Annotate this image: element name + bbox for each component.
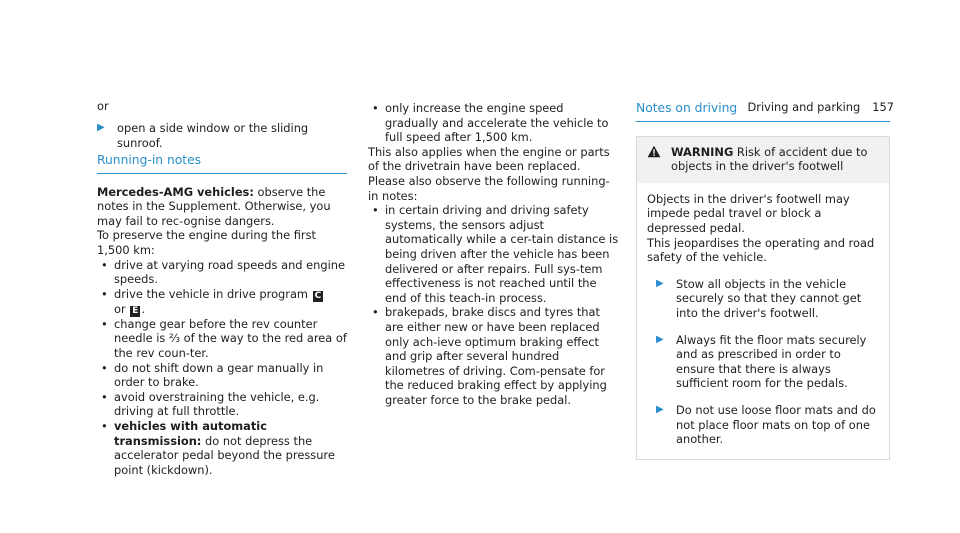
warning-para: Objects in the driver's footwell may impede pedal travel or block a depressed pedal. (647, 191, 850, 235)
list-item: • avoid overstraining the vehicle, e.g. driving at full throttle. (97, 390, 347, 419)
list-item: • in certain driving and driving safety systems, the sensors adjust automatically while a cer-tain distance is being driven after the vehicle has been delivered or after repairs. Full sys-tem effectiveness is not reached until the end of this teach-in process. (368, 203, 620, 305)
warning-step (656, 403, 879, 447)
warning-text: Risk of accident due to objects in the driver's footwell (671, 144, 868, 174)
column-middle (368, 101, 620, 407)
section-title: Driving and parking (747, 100, 861, 114)
arrow-icon: ▶ (656, 333, 664, 345)
arrow-icon: ▶ (656, 403, 664, 415)
amg-text: observe the notes in the Supplement. Otherwise, you may fail to rec-ognise dangers. (97, 184, 331, 228)
drivetrain-text: This also applies when the engine or parts of the drivetrain have been replaced. (368, 144, 610, 174)
or-text: or (97, 99, 109, 113)
list-item: • only increase the engine speed gradually and accelerate the vehicle to full speed after 1,500 km. (368, 101, 620, 145)
warning-header (637, 137, 889, 183)
running-in-notes-list (368, 203, 620, 407)
warning-label: WARNING (671, 144, 734, 159)
open-window-text: open a side window or the sliding sunroof. (117, 121, 309, 150)
amg-note (97, 185, 347, 229)
warning-body (637, 183, 889, 459)
running-in-list (97, 258, 347, 478)
arrow-icon: ▶ (656, 277, 664, 289)
page-number: 157 (872, 100, 894, 114)
observe-text: Please also observe the following running-in notes: (368, 173, 610, 203)
warning-step (656, 277, 879, 321)
list-item: • do not shift down a gear manually in order to brake. (97, 361, 347, 390)
amg-lead: Mercedes-AMG vehicles: (97, 184, 254, 199)
step-text: Stow all objects in the vehicle securely so that they cannot get into the driver's footwell. (676, 276, 862, 320)
list-item: • change gear before the rev counter needle is ⅔ of the way to the red area of the rev coun-ter. (97, 317, 347, 361)
warning-triangle-icon (647, 145, 663, 174)
list-item: • drive at varying road speeds and engine speeds. (97, 258, 347, 287)
column-right (636, 101, 890, 460)
warning-step (656, 333, 879, 391)
running-in-heading: Running-in notes (97, 153, 347, 174)
open-window-step (97, 121, 347, 150)
engine-list (368, 101, 620, 145)
list-item: • brakepads, brake discs and tyres that are either new or have been replaced only ach-ieve optimum braking effect and grip after several hundred kilometres of driving. Com-pensate for the reduced braking effect by applying greater force to the brake pedal. (368, 305, 620, 407)
drive-program-c-icon: C (314, 290, 322, 301)
drive-program-e-icon: E (132, 305, 139, 316)
step-text: Always fit the floor mats securely and as prescribed in order to ensure that there is always sufficient room for the pedals. (676, 332, 867, 391)
warning-box (636, 136, 890, 460)
step-text: Do not use loose floor mats and do not place floor mats on top of one another. (676, 402, 876, 447)
list-item: • drive the vehicle in drive program C or E . (97, 287, 347, 317)
warning-title (671, 145, 879, 174)
preserve-text: To preserve the engine during the first 1,500 km: (97, 228, 317, 257)
list-item: • vehicles with automatic transmission: do not depress the accelerator pedal beyond the pressure point (kickdown). (97, 419, 347, 477)
warning-para: This jeopardises the operating and road safety of the vehicle. (647, 235, 875, 265)
arrow-icon: ▶ (97, 122, 105, 133)
notes-on-driving-heading: Notes on driving (636, 101, 890, 122)
